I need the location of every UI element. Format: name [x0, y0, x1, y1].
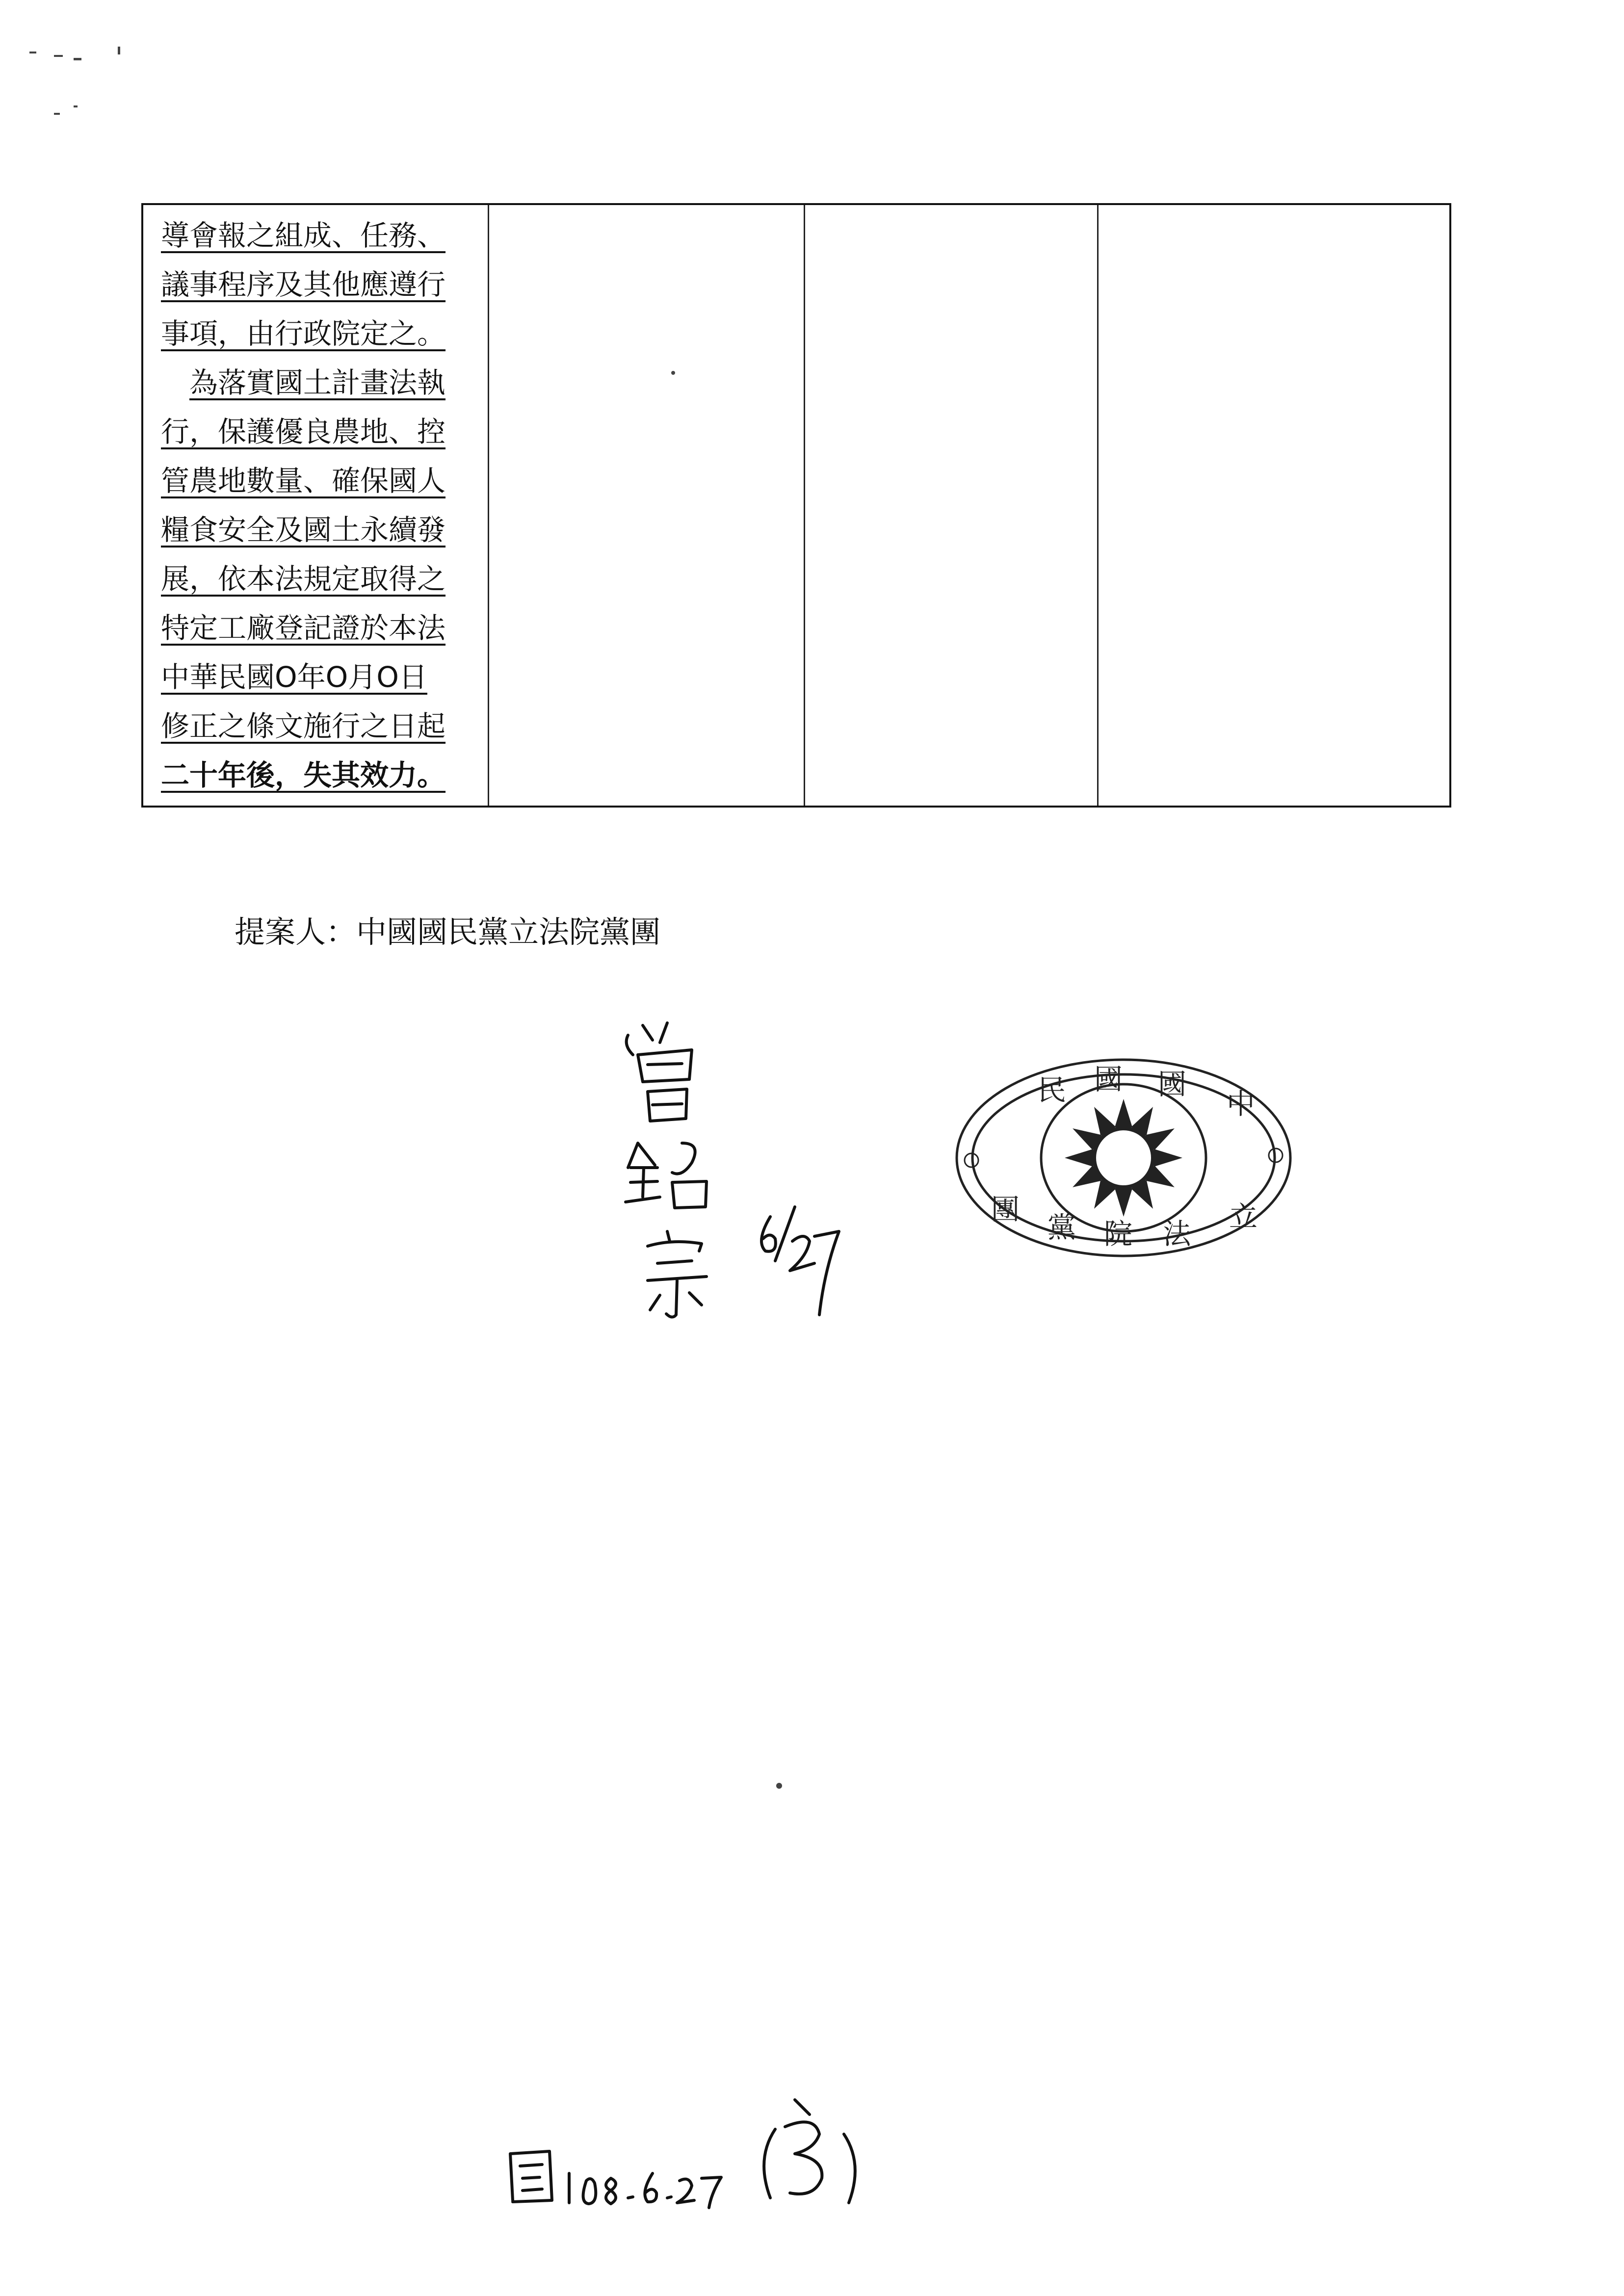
text-line: 行，保護優良農地、控 [161, 415, 446, 448]
svg-text:立: 立 [1229, 1200, 1258, 1233]
text-line: 導會報之組成、任務、 [161, 219, 446, 252]
svg-text:黨: 黨 [1048, 1211, 1076, 1244]
column-divider-1 [488, 205, 489, 806]
svg-text:法: 法 [1163, 1217, 1192, 1251]
column-divider-2 [804, 205, 805, 806]
handwritten-signature [608, 996, 903, 1330]
svg-text:國: 國 [1158, 1068, 1187, 1101]
text-line: 中華民國O年O月O日 [161, 660, 427, 694]
svg-text:中: 中 [1227, 1087, 1256, 1121]
svg-text:院: 院 [1104, 1217, 1133, 1251]
proposal-table [141, 203, 1451, 808]
handwritten-footer [500, 2080, 967, 2237]
amendment-text-cell [161, 211, 475, 800]
text-line: 管農地數量、確保國人 [161, 464, 446, 497]
text-line: 二十年後，失其效力。 [161, 758, 446, 792]
svg-text:團: 團 [991, 1193, 1020, 1226]
official-seal [952, 1055, 1295, 1261]
text-line: 事項，由行政院定之。 [161, 317, 446, 350]
svg-text:民: 民 [1038, 1073, 1067, 1107]
text-line: 展，依本法規定取得之 [161, 562, 446, 596]
text-line: 糧食安全及國土永續發 [161, 513, 446, 547]
footer-handwriting [500, 2080, 967, 2237]
text-line: 修正之條文施行之日起 [161, 709, 446, 743]
svg-text:國: 國 [1094, 1063, 1123, 1096]
text-line: 特定工廠登記證於本法 [161, 611, 446, 645]
text-line: 為落實國土計畫法執 [189, 366, 446, 399]
proposer-line: 提案人：中國國民黨立法院黨團 [235, 914, 661, 950]
text-line: 議事程序及其他應遵行 [161, 268, 446, 301]
column-divider-3 [1097, 205, 1099, 806]
